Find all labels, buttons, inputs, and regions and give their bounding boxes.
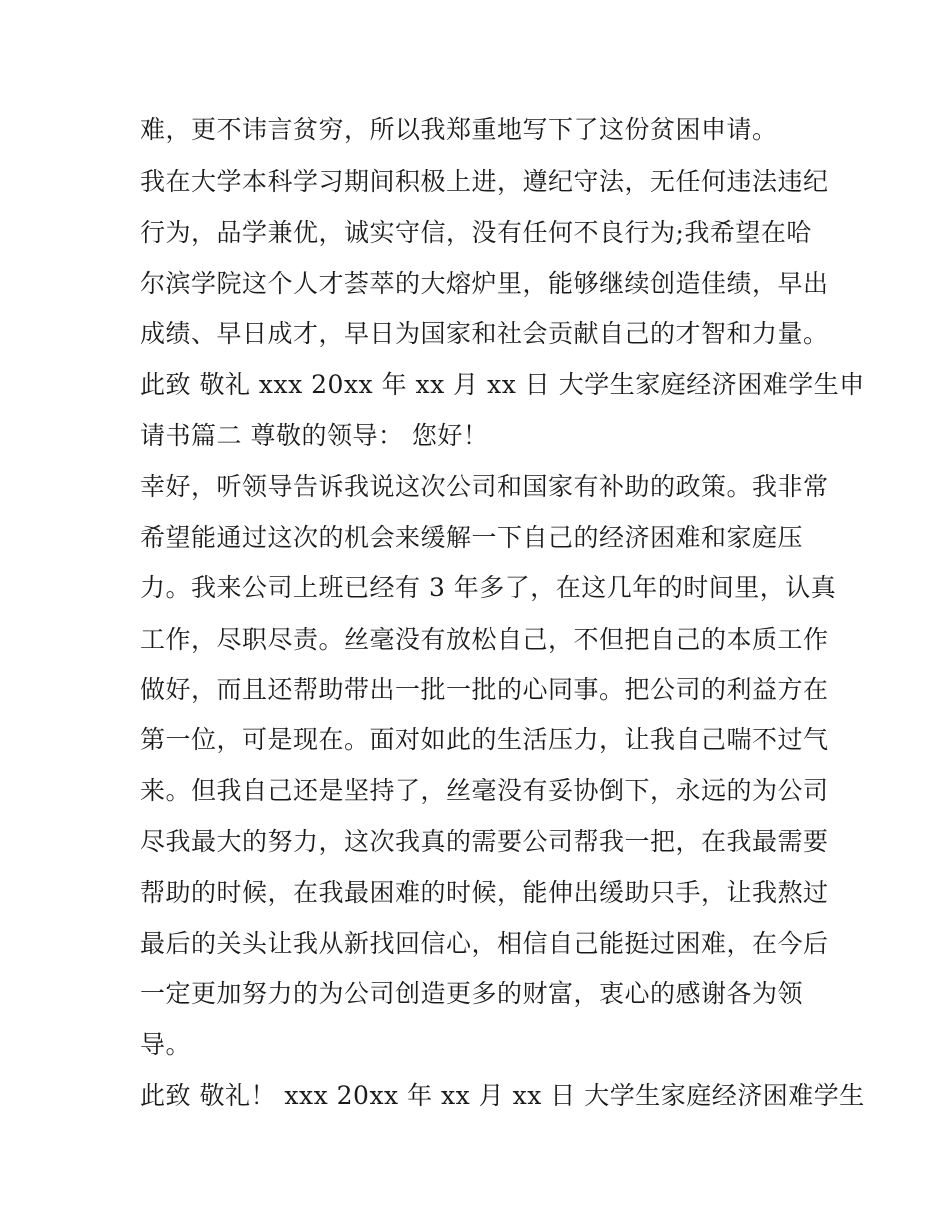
- text-line: 最后的关头让我从新找回信心，相信自己能挺过困难，在今后: [140, 929, 829, 958]
- text-line: 行为，品学兼优，诚实守信，没有任何不良行为;我希望在哈: [140, 218, 812, 247]
- text-line: 工作，尽职尽责。丝毫没有放松自己，不但把自己的本质工作: [140, 625, 829, 654]
- text-line: 做好，而且还帮助带出一批一批的心同事。把公司的利益方在: [140, 675, 829, 704]
- text-line: 希望能通过这次的机会来缓解一下自己的经济困难和家庭压: [140, 523, 804, 552]
- text-line: 一定更加努力的为公司创造更多的财富，衷心的感谢各为领: [140, 979, 804, 1008]
- text-line: 来。但我自己还是坚持了，丝毫没有妥协倒下，永远的为公司: [140, 776, 829, 805]
- text-line: 难，更不讳言贫穷，所以我郑重地写下了这份贫困申请。: [140, 115, 778, 144]
- text-line: 帮助的时候，在我最困难的时候，能伸出缓助只手，让我熬过: [140, 878, 829, 907]
- text-line: 请书篇二 尊敬的领导： 您好！: [140, 421, 489, 450]
- text-line: 力。我来公司上班已经有 3 年多了，在这几年的时间里，认真: [140, 573, 837, 602]
- text-line: 我在大学本科学习期间积极上进，遵纪守法，无任何违法违纪: [140, 167, 829, 196]
- text-line: 此致 敬礼 xxx 20xx 年 xx 月 xx 日 大学生家庭经济困难学生申: [140, 370, 865, 399]
- text-line: 幸好，听领导告诉我说这次公司和国家有补助的政策。我非常: [140, 472, 829, 501]
- text-line: 第一位，可是现在。面对如此的生活压力，让我自己喘不过气: [140, 725, 829, 754]
- text-line: 尔滨学院这个人才荟萃的大熔炉里，能够继续创造佳绩，早出: [140, 269, 829, 298]
- text-line: 导。: [140, 1030, 192, 1059]
- text-line: 成绩、早日成才，早日为国家和社会贡献自己的才智和力量。: [140, 319, 829, 348]
- text-line: 此致 敬礼！ xxx 20xx 年 xx 月 xx 日 大学生家庭经济困难学生: [140, 1081, 865, 1110]
- text-line: 尽我最大的努力，这次我真的需要公司帮我一把，在我最需要: [140, 827, 829, 856]
